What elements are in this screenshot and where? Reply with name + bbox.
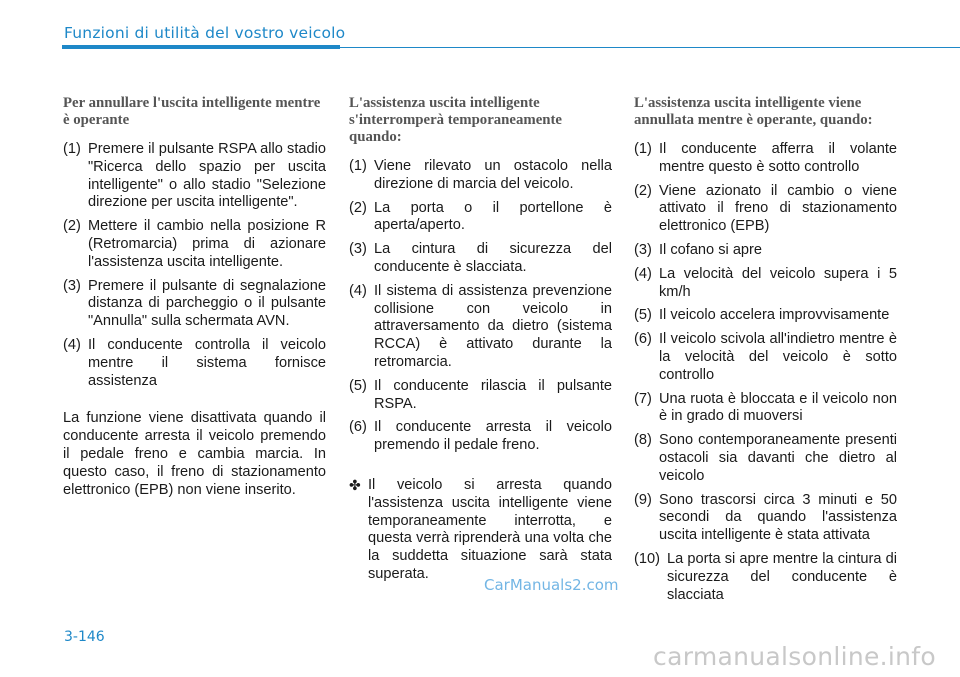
item-text: Sono trascorsi circa 3 minuti e 50 secondi da quando l'assistenza uscita intelligente è stata attivata (659, 491, 897, 544)
list-item (634, 551, 897, 604)
item-text: Il conducente controlla il veicolo mentre il sistema fornisce assistenza (88, 336, 326, 389)
item-text: La porta si apre mentre la cintura di sicurezza del conducente è slacciata (667, 550, 897, 603)
item-text: Premere il pulsante RSPA allo stadio "Ricerca dello spazio per uscita intelligente" o allo stadio "Selezione direzione per uscita intelligente". (88, 141, 326, 211)
column-1 (63, 95, 326, 499)
list-item (634, 307, 897, 325)
list-item (349, 200, 612, 236)
list-item (634, 266, 897, 302)
header-rule (62, 45, 340, 49)
item-text: Il conducente afferra il volante mentre questo è sotto controllo (659, 141, 897, 175)
list-item (634, 331, 897, 384)
list-item (63, 337, 326, 390)
page-number: 3-146 (64, 629, 105, 645)
item-number: (1) (349, 158, 367, 174)
item-text: La velocità del veicolo supera i 5 km/h (659, 265, 897, 300)
list-item (63, 278, 326, 331)
header-rule-line (340, 47, 960, 49)
item-number: (10) (634, 550, 660, 567)
item-text: Premere il pulsante di segnalazione distanza di parcheggio o il pulsante "Annulla" sulla schermata AVN. (88, 277, 326, 330)
steps-list (63, 141, 326, 390)
item-number: (4) (349, 282, 367, 299)
item-text: Il conducente arresta il veicolo premendo il pedale freno. (374, 419, 612, 454)
item-text: Il veicolo accelera improvvisamente (659, 307, 890, 324)
item-number: (9) (634, 491, 652, 508)
item-number: (4) (634, 265, 652, 282)
item-number: (4) (63, 336, 81, 353)
body-paragraph: La funzione viene disattivata quando il conducente arresta il veicolo premendo il pedale freno e cambia marcia. In questo caso, il freno di stazionamento elettronico (EPB) non viene inserito. (63, 410, 326, 498)
item-number: (6) (634, 331, 652, 348)
list-item (349, 241, 612, 277)
note-block (349, 477, 612, 584)
item-text: Mettere il cambio nella posizione R (Retromarcia) prima di azionare l'assistenza uscita intelligente. (88, 218, 326, 270)
column-3 (634, 95, 897, 610)
section-heading: Per annullare l'uscita intelligente mentre è operante (63, 95, 321, 128)
list-item (634, 492, 897, 545)
list-item (63, 218, 326, 271)
item-text: Sono contemporaneamente presenti ostacoli sia davanti che dietro al veicolo (659, 432, 897, 484)
list-item (349, 283, 612, 372)
list-item (634, 391, 897, 427)
item-number: (3) (634, 241, 652, 258)
item-number: (3) (63, 277, 81, 294)
item-text: La cintura di sicurezza del conducente è slacciata. (374, 241, 612, 275)
item-number: (3) (349, 241, 367, 258)
list-item (634, 242, 897, 260)
item-number: (5) (349, 377, 367, 394)
item-text: Una ruota è bloccata e il veicolo non è in grado di muoversi (659, 390, 897, 425)
list-item (634, 432, 897, 485)
section-heading: L'assistenza uscita intelligente s'interromperà temporaneamente quando: (349, 95, 562, 145)
item-text: Il sistema di assistenza prevenzione collisione con veicolo in attraversamento da dietro (sistema RCCA) è attivato durante la retromarcia. (374, 282, 612, 370)
footer-watermark: carmanualsonline.info (653, 642, 936, 671)
section-heading: L'assistenza uscita intelligente viene annullata mentre è operante, quando: (634, 95, 873, 128)
item-number: (5) (634, 307, 652, 324)
item-text: Il cofano si apre (659, 241, 763, 258)
item-number: (2) (63, 218, 81, 235)
list-item (349, 158, 612, 194)
item-number: (1) (634, 141, 652, 157)
item-number: (2) (634, 182, 652, 199)
item-text: Viene rilevato un ostacolo nella direzione di marcia del veicolo. (374, 158, 612, 192)
cancel-conditions-list (634, 141, 897, 604)
item-number: (2) (349, 199, 367, 216)
item-number: (1) (63, 141, 81, 157)
note-text: Il veicolo si arresta quando l'assistenza uscita intelligente viene temporaneamente interrotta, e questa verrà riprenderà una volta che la suddetta situazione sarà stata superata. (368, 476, 612, 582)
page-section-title: Funzioni di utilità del vostro veicolo (64, 24, 346, 42)
item-number: (7) (634, 390, 652, 407)
list-item (349, 419, 612, 455)
item-number: (6) (349, 419, 367, 436)
conditions-list (349, 158, 612, 455)
list-item (634, 183, 897, 236)
list-item (63, 141, 326, 212)
carmanuals-watermark: CarManuals2.com (484, 576, 619, 594)
column-2 (349, 95, 612, 584)
list-item (634, 141, 897, 177)
item-text: Viene azionato il cambio o viene attivato il freno di stazionamento elettronico (EPB) (659, 182, 897, 235)
note-icon: ✤ (349, 476, 361, 493)
item-text: Il conducente rilascia il pulsante RSPA. (374, 377, 612, 412)
item-text: Il veicolo scivola all'indietro mentre è la velocità del veicolo è sotto controllo (659, 331, 897, 383)
item-text: La porta o il portellone è aperta/aperto. (374, 199, 612, 234)
item-number: (8) (634, 432, 652, 449)
list-item (349, 378, 612, 414)
